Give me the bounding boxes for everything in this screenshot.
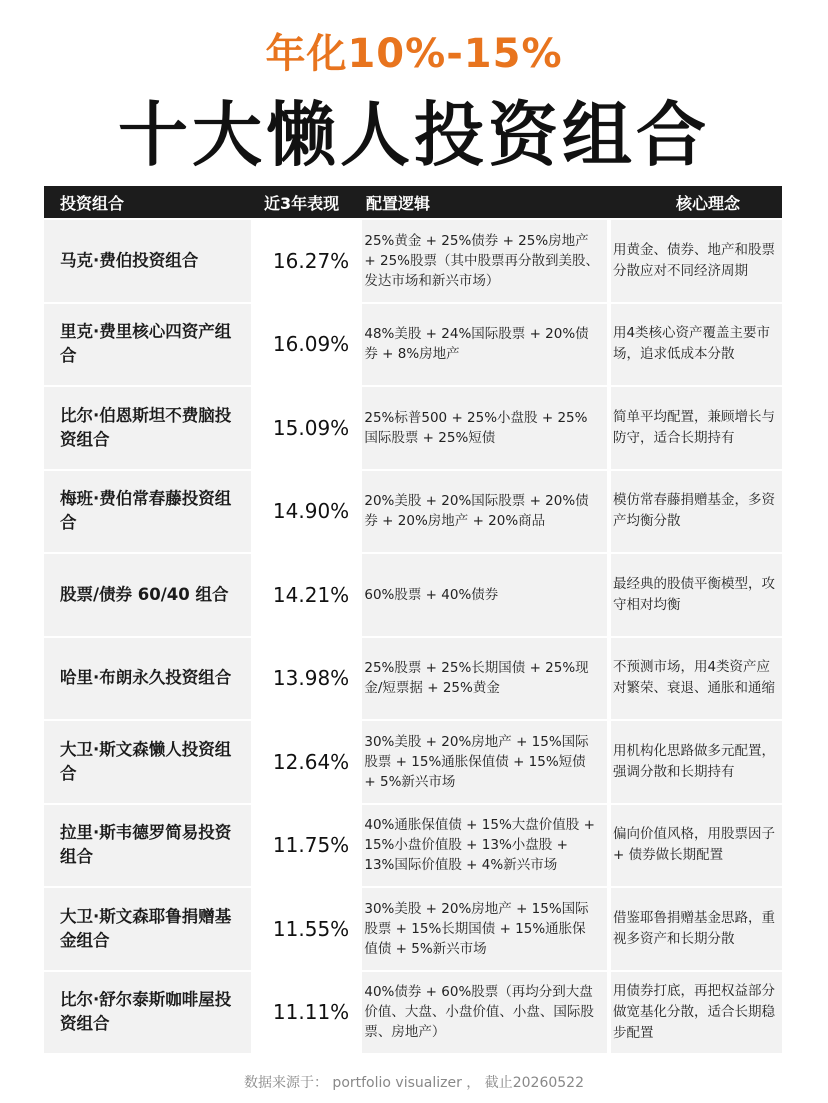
table-row — [44, 805, 782, 887]
core-philosophy: 用黄金、债券、地产和股票分散应对不同经济周期 — [611, 220, 782, 302]
data-source-note: 数据来源于： portfolio visualizer ， 截止20260522 — [243, 1075, 584, 1091]
portfolio-table — [44, 186, 782, 1053]
table-row — [44, 972, 782, 1054]
performance-value: 11.75% — [251, 805, 362, 887]
portfolio-name: 股票/债券 60/40 组合 — [44, 554, 251, 636]
core-philosophy: 模仿常春藤捐赠基金，多资产均衡分散 — [611, 471, 782, 553]
core-philosophy: 最经典的股债平衡模型，攻守相对均衡 — [611, 554, 782, 636]
core-philosophy: 不预测市场，用4类资产应对繁荣、衰退、通胀和通缩 — [611, 638, 782, 720]
table-row — [44, 304, 782, 386]
portfolio-name: 哈里·布朗永久投资组合 — [44, 638, 251, 720]
portfolio-name: 马克·费伯投资组合 — [44, 220, 251, 302]
allocation-logic: 40%通胀保值债 + 15%大盘价值股 + 15%小盘价值股 + 13%小盘股 + 13%国际价值股 + 4%新兴市场 — [362, 805, 607, 887]
column-header-portfolio: 投资组合 — [60, 193, 125, 213]
page-title: 十大懒人投资组合 — [118, 94, 710, 176]
portfolio-name: 比尔·伯恩斯坦不费脑投资组合 — [44, 387, 251, 469]
allocation-logic: 20%美股 + 20%国际股票 + 20%债券 + 20%房地产 + 20%商品 — [362, 471, 607, 553]
performance-value: 14.21% — [251, 554, 362, 636]
portfolio-name: 大卫·斯文森耶鲁捐赠基金组合 — [44, 888, 251, 970]
core-philosophy: 借鉴耶鲁捐赠基金思路，重视多资产和长期分散 — [611, 888, 782, 970]
portfolio-name: 比尔·舒尔泰斯咖啡屋投资组合 — [44, 972, 251, 1054]
performance-value: 11.55% — [251, 888, 362, 970]
allocation-logic: 30%美股 + 20%房地产 + 15%国际股票 + 15%长期国债 + 15%通胀保值债 + 5%新兴市场 — [362, 888, 607, 970]
table-header — [44, 186, 782, 218]
table-row — [44, 471, 782, 553]
performance-value: 13.98% — [251, 638, 362, 720]
allocation-logic: 30%美股 + 20%房地产 + 15%国际股票 + 15%通胀保值债 + 15%短债 + 5%新兴市场 — [362, 721, 607, 803]
page-subtitle: 年化10%-15% — [265, 31, 563, 77]
performance-value: 16.27% — [251, 220, 362, 302]
core-philosophy: 用机构化思路做多元配置，强调分散和长期持有 — [611, 721, 782, 803]
portfolio-name: 里克·费里核心四资产组合 — [44, 304, 251, 386]
performance-value: 16.09% — [251, 304, 362, 386]
allocation-logic: 40%债券 + 60%股票（再均分到大盘价值、大盘、小盘价值、小盘、国际股票、房地产） — [362, 972, 607, 1054]
column-header-philosophy: 核心理念 — [675, 193, 740, 213]
core-philosophy: 用4类核心资产覆盖主要市场，追求低成本分散 — [611, 304, 782, 386]
allocation-logic: 25%股票 + 25%长期国债 + 25%现金/短票据 + 25%黄金 — [362, 638, 607, 720]
table-row — [44, 888, 782, 970]
table-row — [44, 387, 782, 469]
column-header-performance: 近3年表现 — [264, 193, 340, 213]
table-row — [44, 220, 782, 302]
core-philosophy: 用债券打底，再把权益部分做宽基化分散，适合长期稳步配置 — [611, 972, 782, 1054]
table-row — [44, 638, 782, 720]
performance-value: 15.09% — [251, 387, 362, 469]
performance-value: 12.64% — [251, 721, 362, 803]
portfolio-name: 大卫·斯文森懒人投资组合 — [44, 721, 251, 803]
portfolio-name: 拉里·斯韦德罗简易投资组合 — [44, 805, 251, 887]
portfolio-name: 梅班·费伯常春藤投资组合 — [44, 471, 251, 553]
allocation-logic: 25%黄金 + 25%债券 + 25%房地产 + 25%股票（其中股票再分散到美股、发达市场和新兴市场） — [362, 220, 607, 302]
allocation-logic: 25%标普500 + 25%小盘股 + 25%国际股票 + 25%短债 — [362, 387, 607, 469]
core-philosophy: 简单平均配置，兼顾增长与防守，适合长期持有 — [611, 387, 782, 469]
performance-value: 14.90% — [251, 471, 362, 553]
table-row — [44, 554, 782, 636]
core-philosophy: 偏向价值风格，用股票因子 + 债券做长期配置 — [611, 805, 782, 887]
table-row — [44, 721, 782, 803]
allocation-logic: 48%美股 + 24%国际股票 + 20%债券 + 8%房地产 — [362, 304, 607, 386]
performance-value: 11.11% — [251, 972, 362, 1054]
column-header-allocation: 配置逻辑 — [366, 193, 431, 213]
allocation-logic: 60%股票 + 40%债券 — [362, 554, 607, 636]
